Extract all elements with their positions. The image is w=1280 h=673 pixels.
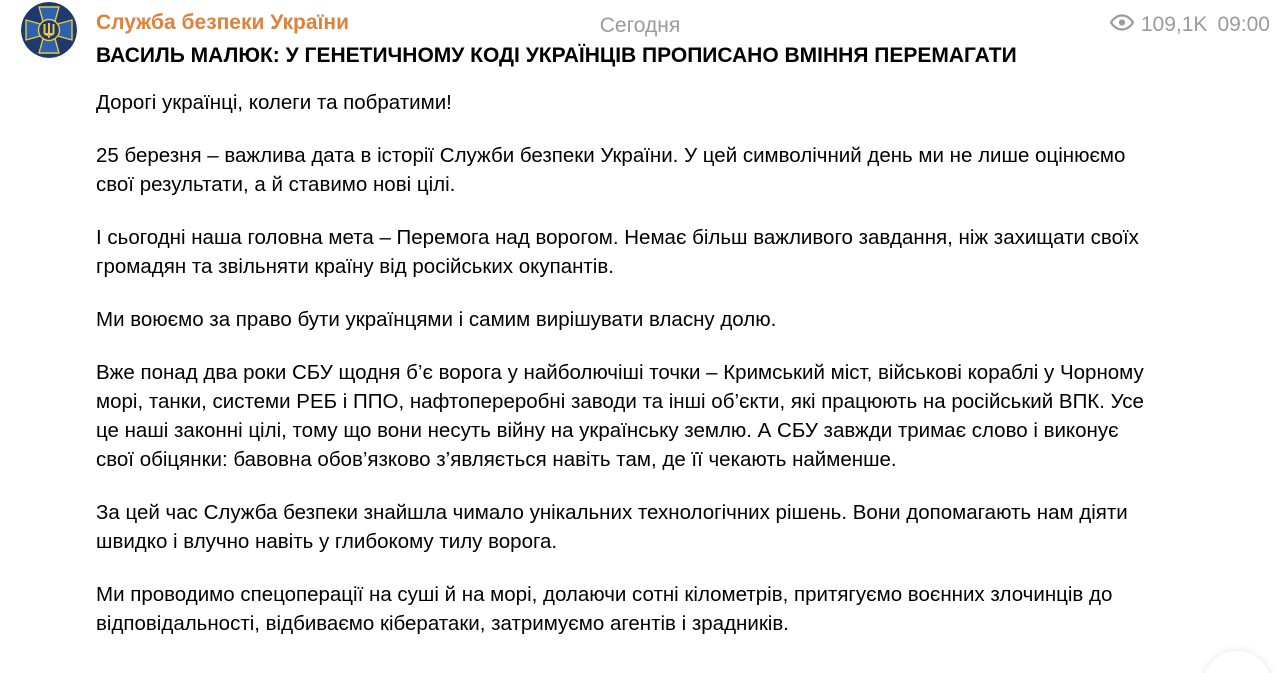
message-meta [1110, 12, 1270, 37]
message-paragraph: Вже понад два роки СБУ щодня б’є ворога у найболючіші точки – Кримський міст, військові кораблі у Чорному морі, танки, системи РЕБ і ППО, нафтопереробні заводи та інші об’єкти, які працюють на російський ВПК. Усе це наші законні цілі, тому що вони несуть війну на українську землю. А СБУ завжди тримає слово і виконує свої обіцянки: бавовна обов’язково з’являється навіть там, де її чекають найменше. [96, 361, 1144, 471]
channel-name[interactable]: Служба безпеки України [96, 11, 350, 34]
message-paragraph: Ми воюємо за право бути українцями і самим вирішувати власну долю. [96, 308, 777, 331]
message-paragraph: І сьогодні наша головна мета – Перемога над ворогом. Немає більш важливого завдання, ніж захищати своїх громадян та звільняти країну від російських окупантів. [96, 226, 1139, 278]
view-count: 109,1K [1140, 13, 1208, 36]
message-paragraph: Дорогі українці, колеги та побратими! [96, 91, 452, 114]
date-header[interactable]: Сегодня [599, 14, 681, 37]
message-paragraph: 25 березня – важлива дата в історії Служби безпеки України. У цей символічний день ми не лише оцінюємо свої результати, а й ставимо нові цілі. [96, 144, 1126, 196]
sbu-emblem-icon [21, 2, 77, 58]
message-paragraph: За цей час Служба безпеки знайшла чимало унікальних технологічних рішень. Вони допомагають нам діяти швидко і влучно навіть у глибокому тилу ворога. [96, 501, 1128, 553]
message-paragraph: Ми проводимо спецоперації на суші й на морі, долаючи сотні кілометрів, притягуємо воєнних злочинців до відповідальності, відбиваємо кібератаки, затримуємо агентів і зрадників. [96, 583, 1113, 635]
message-body [96, 88, 1144, 662]
channel-avatar[interactable] [21, 2, 77, 58]
message-title: ВАСИЛЬ МАЛЮК: У ГЕНЕТИЧНОМУ КОДІ УКРАЇНЦІВ ПРОПИСАНО ВМІННЯ ПЕРЕМАГАТИ [96, 44, 1017, 67]
scroll-to-bottom-button[interactable] [1203, 651, 1271, 673]
message-time: 09:00 [1217, 13, 1270, 36]
eye-icon [1110, 12, 1134, 37]
